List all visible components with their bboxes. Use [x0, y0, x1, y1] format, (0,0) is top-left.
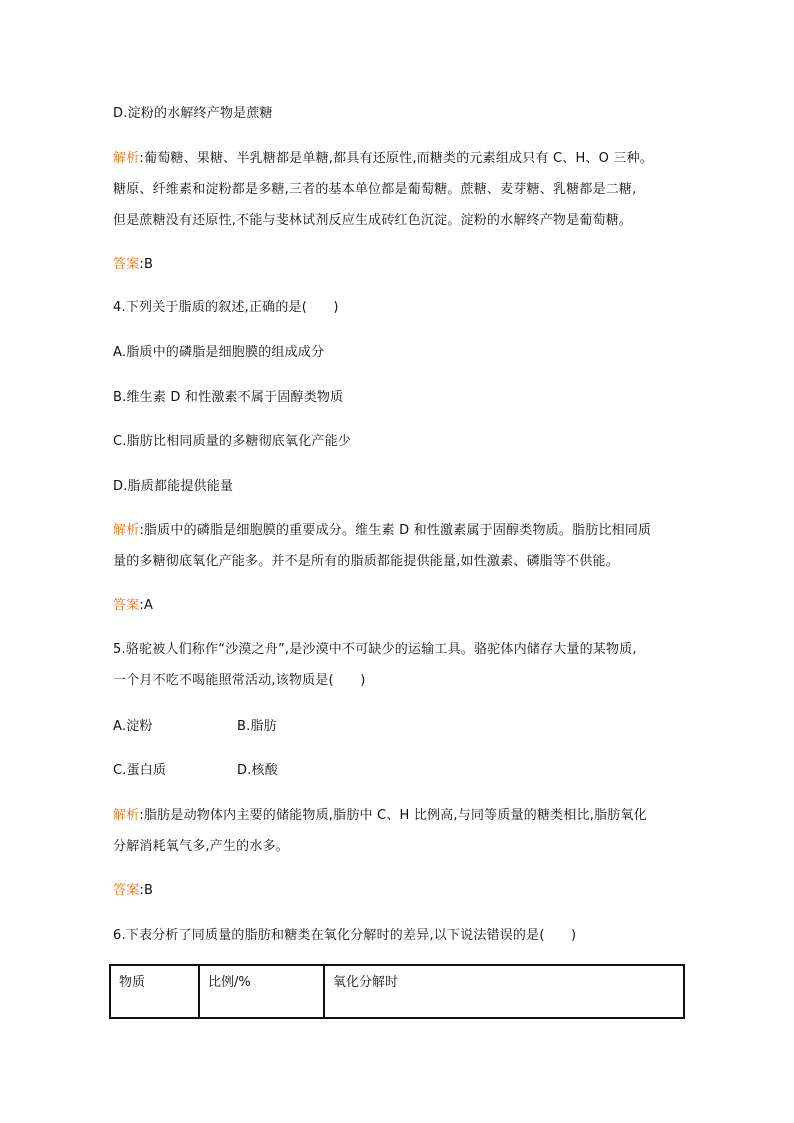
q3-analysis-label: 解析	[113, 151, 140, 166]
q5-answer-label: 答案	[113, 883, 140, 898]
q6-table	[109, 964, 685, 1019]
q5-option-a: A.淀粉	[113, 719, 153, 734]
q4-option-a: A.脂质中的磷脂是细胞膜的组成成分	[113, 345, 325, 360]
q5-options-row-1	[113, 718, 277, 736]
q5-answer	[113, 882, 153, 900]
q3-option-d: D.淀粉的水解终产物是蔗糖	[113, 106, 273, 121]
q5-options-row-2	[113, 762, 278, 780]
q3-answer	[113, 256, 153, 274]
q5-option-c: C.蛋白质	[113, 763, 167, 778]
q5-analysis-label: 解析	[113, 808, 140, 823]
q5-analysis-line-1: 解析:脂肪是动物体内主要的储能物质,脂肪中 C、H 比例高,与同等质量的糖类相比,脂肪氧化	[113, 808, 647, 823]
q4-stem: 4.下列关于脂质的叙述,正确的是( )	[113, 300, 339, 315]
table-header-cell: 氧化分解时	[324, 965, 684, 1018]
q4-analysis-line-1: 解析:脂质中的磷脂是细胞膜的重要成分。维生素 D 和性激素属于固醇类物质。脂肪比相同质	[113, 523, 652, 538]
q5-stem-line-2: 一个月不吃不喝能照常活动,该物质是( )	[113, 673, 366, 688]
q6-stem: 6.下表分析了同质量的脂肪和糖类在氧化分解时的差异,以下说法错误的是( )	[113, 928, 577, 943]
q4-answer-value: :A	[139, 598, 154, 613]
q4-answer-label: 答案	[113, 598, 140, 613]
q4-option-d: D.脂质都能提供能量	[113, 479, 234, 494]
q5-answer-value: :B	[139, 883, 154, 898]
q5-option-b: B.脂肪	[237, 719, 277, 734]
q3-analysis-line-2: 糖原、纤维素和淀粉都是多糖,三者的基本单位都是葡萄糖。蔗糖、麦芽糖、乳糖都是二糖,	[113, 182, 637, 197]
q3-analysis-line-3: 但是蔗糖没有还原性,不能与斐林试剂反应生成砖红色沉淀。淀粉的水解终产物是葡萄糖。	[113, 213, 633, 228]
q4-analysis-line-2: 量的多糖彻底氧化产能多。并不是所有的脂质都能提供能量,如性激素、磷脂等不供能。	[113, 554, 619, 569]
q5-option-d: D.核酸	[237, 763, 278, 778]
q3-answer-label: 答案	[113, 257, 140, 272]
q4-analysis-label: 解析	[113, 523, 140, 538]
q5-analysis-line-2: 分解消耗氧气多,产生的水多。	[113, 839, 289, 854]
table-header-cell: 比例/%	[199, 965, 324, 1018]
q4-answer	[113, 597, 153, 615]
q3-answer-value: :B	[139, 257, 154, 272]
q5-stem-line-1: 5.骆驼被人们称作“沙漠之舟”,是沙漠中不可缺少的运输工具。骆驼体内储存大量的某物质,	[113, 642, 637, 657]
table-header-row	[110, 965, 684, 1018]
q4-option-b: B.维生素 D 和性激素不属于固醇类物质	[113, 390, 344, 405]
q3-analysis-line-1: 解析:葡萄糖、果糖、半乳糖都是单糖,都具有还原性,而糖类的元素组成只有 C、H、O 三种。	[113, 151, 654, 166]
table-header-cell: 物质	[110, 965, 199, 1018]
q4-option-c: C.脂肪比相同质量的多糖彻底氧化产能少	[113, 434, 352, 449]
